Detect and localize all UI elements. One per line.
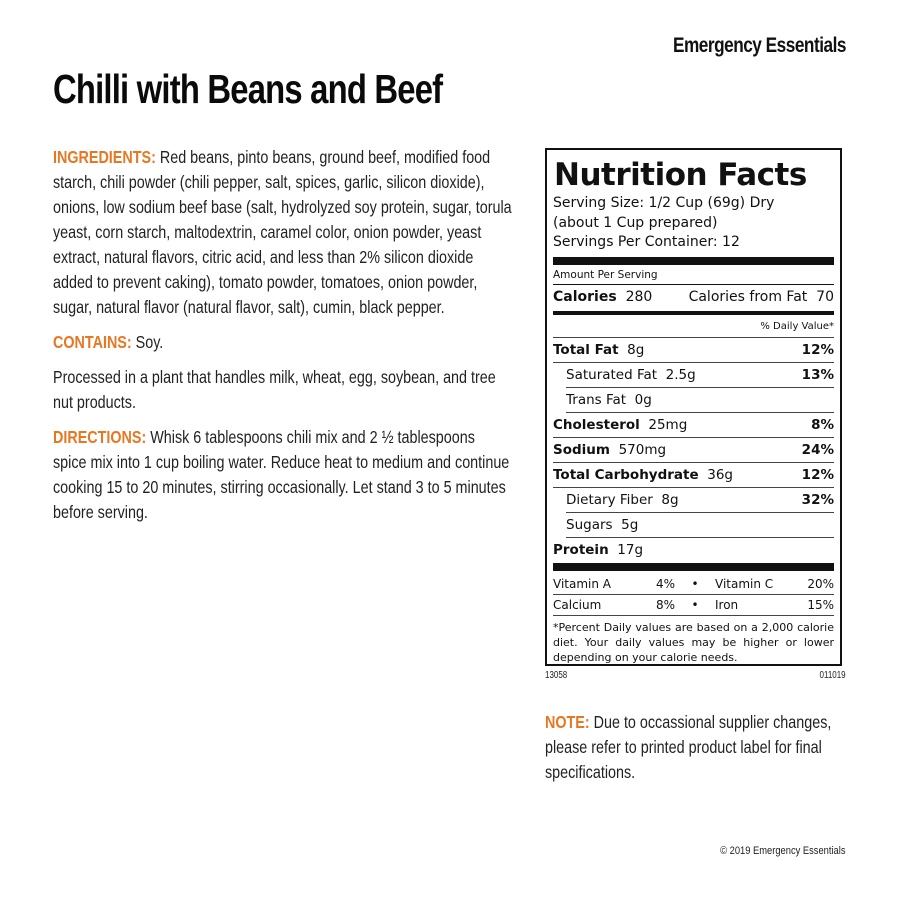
nutrient-row-saturated-fat: Saturated Fat 2.5g 13% bbox=[566, 363, 834, 388]
ingredients-text: Red beans, pinto beans, ground beef, modified food starch, chili powder (chili pepper, salt, spices, garlic, silicon dioxide), onions, low sodium beef base (salt, hydrolyzed soy protein, sugar, torula yeast, corn starch, maltodextrin, caramel color, onion powder, yeast extract, natural flavors, citric acid, and less than 2% silicon dioxide added to prevent caking), tomato powder, tomatoes, onion powder, sugar, natural flavor (natural flavor, salt), cumin, black pepper. bbox=[53, 147, 512, 317]
calories-fat-value: 70 bbox=[816, 288, 834, 305]
calories-fat-label: Calories from Fat bbox=[688, 288, 808, 305]
product-code: 13058 bbox=[545, 670, 568, 681]
daily-value-header: % Daily Value* bbox=[553, 317, 834, 338]
note-text: Due to occassional supplier changes, please refer to printed product label for final specifications. bbox=[545, 712, 832, 782]
nutrient-row-trans-fat: Trans Fat 0g bbox=[566, 388, 834, 413]
divider-thick bbox=[553, 257, 834, 265]
calories-value: 280 bbox=[625, 288, 653, 305]
calories-row bbox=[553, 285, 834, 309]
nutrient-row-protein: Protein 17g bbox=[553, 541, 644, 558]
daily-value-footnote: *Percent Daily values are based on a 2,000 calorie diet. Your daily values may be higher or lower depending on your calorie needs. bbox=[553, 620, 834, 664]
note-label: NOTE: bbox=[545, 712, 590, 732]
ingredients-section bbox=[53, 145, 512, 320]
product-title: Chilli with Beans and Beef bbox=[53, 66, 443, 112]
divider-medium bbox=[553, 311, 834, 315]
nutrient-row-total-carbohydrate: Total Carbohydrate 36g 12% bbox=[553, 463, 834, 488]
serving-prepared: (about 1 Cup prepared) bbox=[553, 214, 718, 231]
nutrition-facts-panel bbox=[545, 148, 842, 666]
amount-per-serving: Amount Per Serving bbox=[553, 268, 834, 285]
note-section bbox=[545, 710, 840, 785]
contains-label: CONTAINS: bbox=[53, 332, 132, 352]
serving-size: Serving Size: 1/2 Cup (69g) Dry bbox=[553, 195, 775, 211]
divider-thick bbox=[553, 563, 834, 571]
vitamin-row: Calcium 8% • Iron 15% bbox=[553, 595, 834, 616]
brand-name: Emergency Essentials bbox=[673, 34, 846, 57]
nutrient-row-sodium: Sodium 570mg 24% bbox=[553, 438, 834, 463]
ingredients-label: INGREDIENTS: bbox=[53, 147, 156, 167]
servings-per-container: Servings Per Container: 12 bbox=[553, 234, 740, 250]
contains-section bbox=[53, 330, 512, 355]
date-code: 011019 bbox=[819, 670, 846, 681]
nutrient-row-total-fat: Total Fat 8g 12% bbox=[553, 338, 834, 363]
calories-label: Calories bbox=[553, 288, 617, 305]
directions-label: DIRECTIONS: bbox=[53, 427, 147, 447]
product-info bbox=[53, 145, 512, 535]
nutrition-title: Nutrition Facts bbox=[554, 157, 807, 193]
nutrient-row-dietary-fiber: Dietary Fiber 8g 32% bbox=[566, 488, 834, 513]
directions-text: Whisk 6 tablespoons chili mix and 2 ½ tablespoons spice mix into 1 cup boiling water. Reduce heat to medium and continue cooking 15 to 20 minutes, stirring occasionally. Let stand 3 to 5 minutes before serving. bbox=[53, 427, 510, 522]
nutrient-row-cholesterol: Cholesterol 25mg 8% bbox=[553, 413, 834, 438]
allergen-note: Processed in a plant that handles milk, wheat, egg, soybean, and tree nut products. bbox=[53, 367, 496, 412]
contains-text: Soy. bbox=[131, 332, 164, 352]
nutrient-row-sugars: Sugars 5g bbox=[566, 513, 834, 538]
directions-section bbox=[53, 425, 512, 525]
copyright: © 2019 Emergency Essentials bbox=[720, 845, 846, 857]
vitamin-row: Vitamin A 4% • Vitamin C 20% bbox=[553, 574, 834, 595]
